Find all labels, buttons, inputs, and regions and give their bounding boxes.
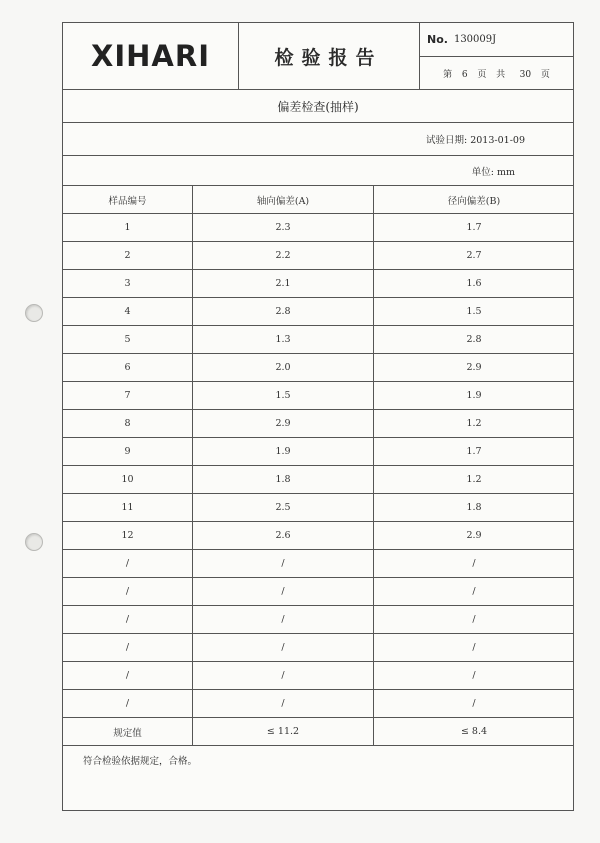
table-row <box>63 270 573 298</box>
table-row <box>63 242 573 270</box>
page-info: 第 6 页 共 30 页 <box>443 70 550 80</box>
table-cell: / <box>125 642 130 653</box>
table-cell: / <box>472 670 476 681</box>
table-cell: 12 <box>121 530 134 541</box>
report-sheet <box>62 22 574 811</box>
unit-label: 单位: mm <box>471 166 515 178</box>
table-cell: 2.3 <box>275 222 291 233</box>
table-cell: 5 <box>124 334 131 345</box>
table-cell: 2.7 <box>466 250 482 261</box>
table-row <box>63 494 573 522</box>
table-cell: 1.8 <box>275 474 291 485</box>
table-cell: 2.8 <box>466 334 482 345</box>
table-cell: 径向偏差(B) <box>447 195 501 207</box>
table-cell: 2.1 <box>275 278 291 289</box>
table-cell: 1.7 <box>466 222 482 233</box>
table-cell: / <box>281 614 285 625</box>
table-cell: / <box>125 698 130 709</box>
table-cell: 规定值 <box>113 727 142 739</box>
table-row <box>63 522 573 550</box>
table-cell: / <box>281 670 285 681</box>
table-cell: 2.8 <box>275 306 291 317</box>
table-row <box>63 690 573 718</box>
table-row <box>63 298 573 326</box>
test-date: 试验日期: 2013-01-09 <box>426 135 525 146</box>
section-title: 偏差检查(抽样) <box>277 99 359 114</box>
table-cell: 轴向偏差(A) <box>256 195 310 207</box>
table-cell: ≤ 11.2 <box>266 726 300 737</box>
table-row <box>63 410 573 438</box>
table-cell: / <box>472 586 476 597</box>
table-cell: ≤ 8.4 <box>460 726 488 737</box>
conclusion-box <box>63 744 573 810</box>
table-cell: 1.2 <box>466 474 482 485</box>
table-cell: / <box>125 670 130 681</box>
table-header <box>63 186 573 214</box>
section-title-row <box>63 90 573 123</box>
table-cell: 1.8 <box>466 502 482 513</box>
table-row <box>63 214 573 242</box>
table-row <box>63 466 573 494</box>
unit-row <box>63 156 573 186</box>
conclusion-text: 符合检验依据规定，合格。 <box>83 756 198 767</box>
table-row <box>63 382 573 410</box>
table-cell: / <box>281 558 285 569</box>
table-cell: / <box>125 614 130 625</box>
table-cell: 10 <box>121 474 134 485</box>
table-cell: 4 <box>124 306 131 317</box>
table-cell: / <box>281 586 285 597</box>
test-date-row <box>63 123 573 156</box>
table-cell: / <box>472 698 476 709</box>
table-row <box>63 326 573 354</box>
table-cell: 2.2 <box>275 250 291 261</box>
punch-hole-bottom <box>25 533 43 551</box>
punch-hole-top <box>25 304 43 322</box>
table-cell: / <box>472 642 476 653</box>
logo-text: XIHARI <box>91 39 210 73</box>
table-cell: 2.9 <box>466 362 482 373</box>
table-row <box>63 354 573 382</box>
table-cell: 2.9 <box>466 530 482 541</box>
table-row <box>63 662 573 690</box>
table-cell: 3 <box>124 278 131 289</box>
table-row <box>63 550 573 578</box>
table-cell: 1.5 <box>466 306 482 317</box>
table-cell: 1.9 <box>275 446 291 457</box>
table-cell: / <box>472 614 476 625</box>
table-cell: 1.9 <box>466 390 482 401</box>
table-cell: / <box>125 586 130 597</box>
table-cell: 2.9 <box>275 418 291 429</box>
table-cell: 1 <box>124 222 131 233</box>
table-cell: 2.5 <box>275 502 291 513</box>
table-row <box>63 578 573 606</box>
table-cell: 8 <box>124 418 131 429</box>
report-header <box>63 23 573 90</box>
table-cell: 1.6 <box>466 278 482 289</box>
table-cell: 样品编号 <box>108 195 147 207</box>
table-cell: 1.7 <box>466 446 482 457</box>
table-row <box>63 634 573 662</box>
table-cell: / <box>281 642 285 653</box>
company-logo <box>63 23 238 89</box>
table-cell: 6 <box>124 362 131 373</box>
table-cell: 2.0 <box>275 362 291 373</box>
table-cell: / <box>472 558 476 569</box>
table-cell: 2 <box>124 250 131 261</box>
table-row <box>63 606 573 634</box>
table-cell: 1.2 <box>466 418 482 429</box>
table-cell: 9 <box>124 446 131 457</box>
spec-row <box>63 718 573 746</box>
table-cell: / <box>281 698 285 709</box>
table-cell: 1.3 <box>275 334 291 345</box>
table-cell: 7 <box>124 390 131 401</box>
table-row <box>63 438 573 466</box>
report-number: No. 130009J <box>427 33 497 46</box>
table-cell: / <box>125 558 130 569</box>
report-title: 检验报告 <box>274 46 383 69</box>
table-cell: 1.5 <box>275 390 291 401</box>
table-cell: 2.6 <box>275 530 291 541</box>
table-cell: 11 <box>121 502 134 513</box>
